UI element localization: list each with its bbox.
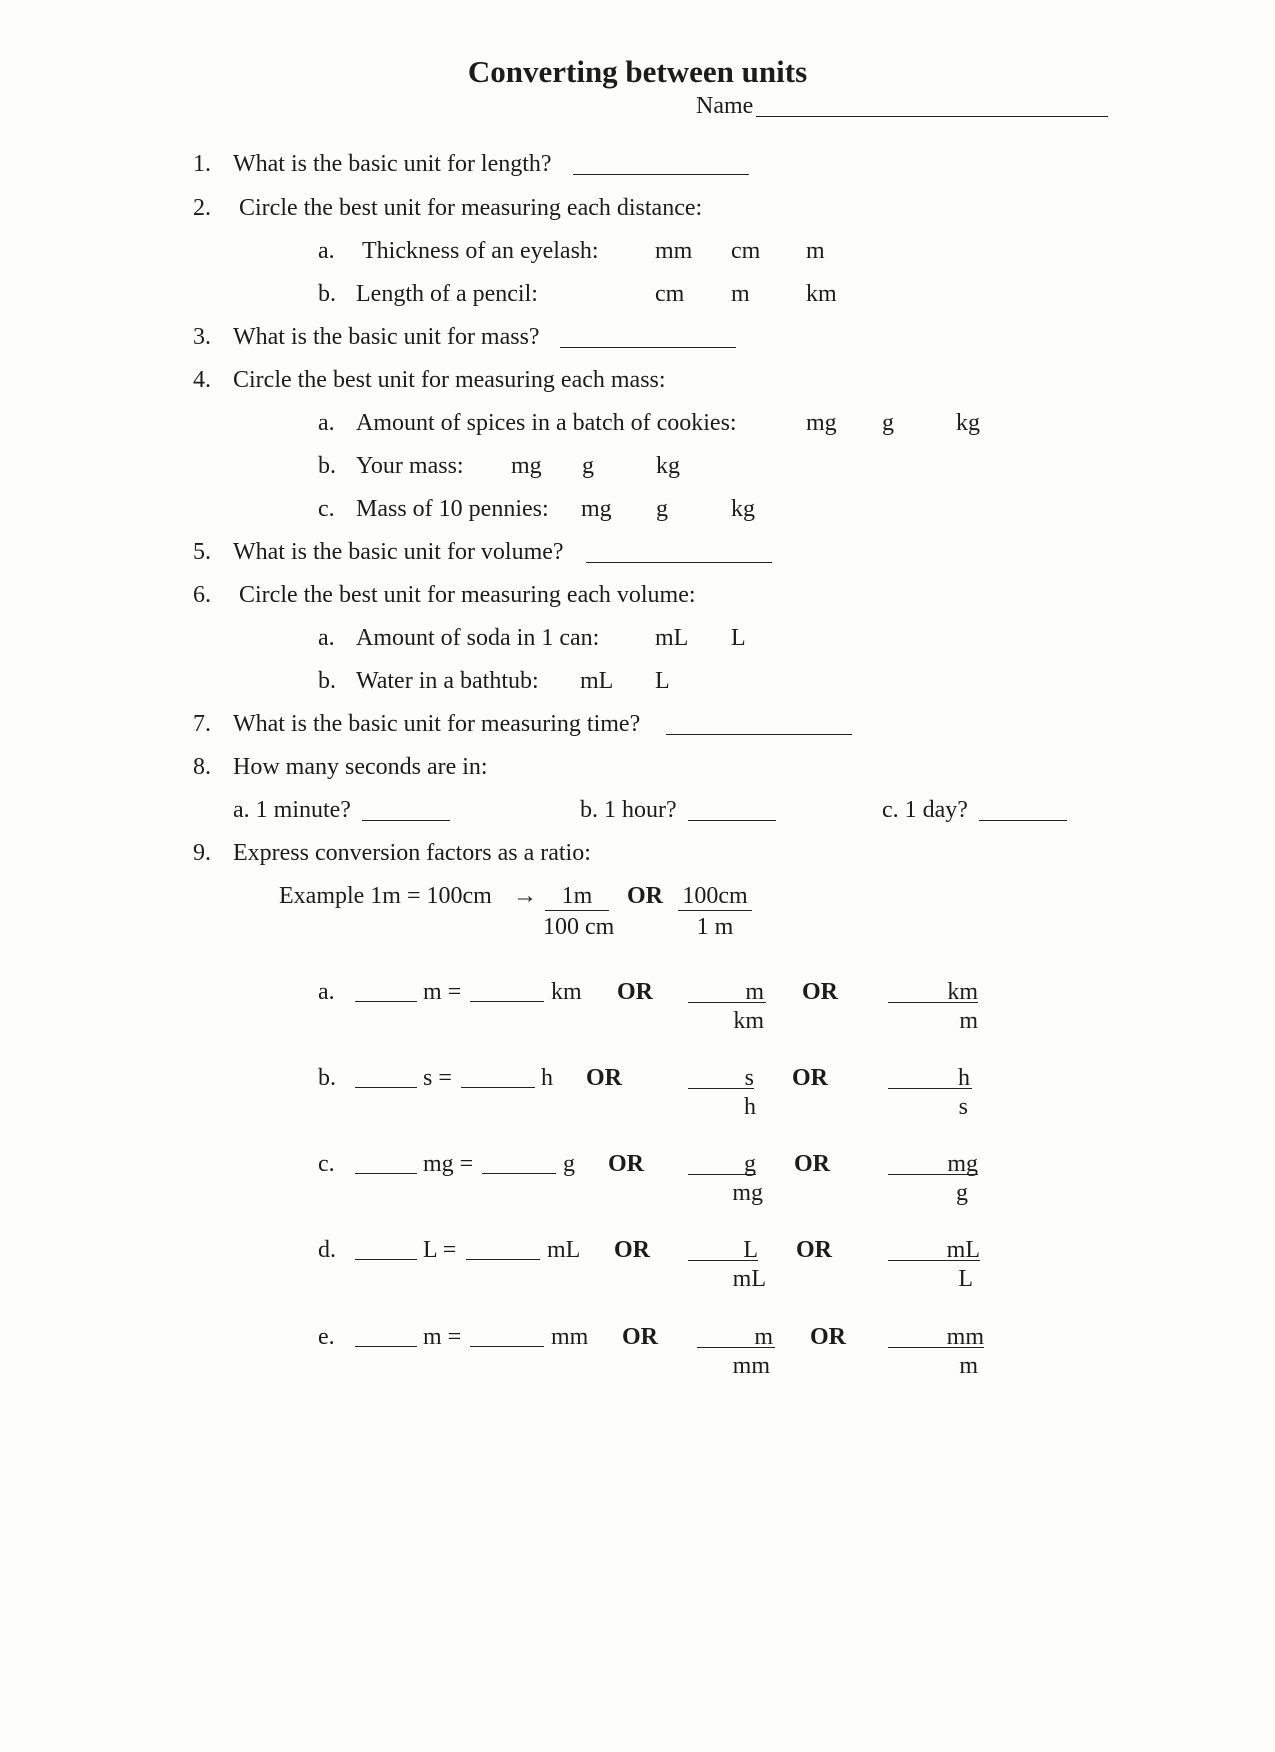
q8b-text: b. 1 hour?: [580, 797, 677, 823]
q4a-letter: a.: [318, 410, 335, 436]
name-field[interactable]: [756, 116, 1108, 117]
q4-number: 4.: [193, 367, 211, 393]
q9a-unit-1: m =: [423, 979, 462, 1005]
q9d-unit-2: mL: [547, 1237, 581, 1263]
q9e-fraction-2-numerator: mm: [946, 1324, 984, 1350]
q9b-blank-1[interactable]: [355, 1087, 417, 1088]
example-f2-numerator: 100cm: [682, 883, 748, 909]
q2a-text: Thickness of an eyelash:: [362, 238, 599, 264]
example-f1-numerator: 1m: [561, 883, 593, 909]
page-title: Converting between units: [467, 54, 808, 89]
q9e-or-1: OR: [622, 1324, 658, 1350]
q1-number: 1.: [193, 151, 211, 177]
q9a-fraction-2-denominator: m: [959, 1008, 978, 1034]
q2a-option[interactable]: mm: [655, 238, 693, 264]
fraction-bar: [545, 910, 609, 911]
q4a-option[interactable]: mg: [806, 410, 837, 436]
q9c-blank-2[interactable]: [482, 1173, 556, 1174]
q7-number: 7.: [193, 711, 211, 737]
q9d-fraction-1-numerator: L: [743, 1237, 758, 1263]
q2a-option[interactable]: cm: [731, 238, 761, 264]
q9c-or-2: OR: [794, 1151, 830, 1177]
q2a-letter: a.: [318, 238, 335, 264]
example-f1-denominator: 100 cm: [543, 914, 615, 940]
q8a-text: a. 1 minute?: [233, 797, 351, 823]
q9e-fraction-1-denominator: mm: [732, 1353, 770, 1379]
q6-number: 6.: [193, 582, 211, 608]
q9e-unit-1: m =: [423, 1324, 462, 1350]
q2-text: Circle the best unit for measuring each distance:: [239, 195, 703, 221]
q4-text: Circle the best unit for measuring each mass:: [233, 367, 666, 393]
q9e-fraction-2-denominator: m: [959, 1353, 978, 1379]
q1-text: What is the basic unit for length?: [233, 151, 552, 177]
q9d-blank-1[interactable]: [355, 1259, 417, 1260]
q9a-or-1: OR: [617, 979, 653, 1005]
q9c-fraction-2-denominator: g: [956, 1180, 968, 1206]
q4a-text: Amount of spices in a batch of cookies:: [356, 410, 737, 436]
q9e-letter: e.: [318, 1324, 335, 1350]
q4b-text: Your mass:: [356, 453, 464, 479]
q9d-letter: d.: [318, 1237, 336, 1263]
q9c-blank-1[interactable]: [355, 1173, 417, 1174]
q6b-option[interactable]: L: [655, 668, 670, 694]
q6a-text: Amount of soda in 1 can:: [356, 625, 600, 651]
q6a-letter: a.: [318, 625, 335, 651]
q9d-fraction-2-numerator: mL: [946, 1237, 980, 1263]
q9d-unit-1: L =: [423, 1237, 457, 1263]
q6b-option[interactable]: mL: [580, 668, 614, 694]
q4c-text: Mass of 10 pennies:: [356, 496, 549, 522]
q5-number: 5.: [193, 539, 211, 565]
q4b-option[interactable]: g: [582, 453, 594, 479]
q9b-unit-1: s =: [423, 1065, 452, 1091]
q6a-option[interactable]: mL: [655, 625, 689, 651]
q3-text: What is the basic unit for mass?: [233, 324, 540, 350]
q9b-fraction-1-denominator: h: [744, 1094, 756, 1120]
q5-text: What is the basic unit for volume?: [233, 539, 564, 565]
q9d-fraction-2-denominator: L: [958, 1266, 973, 1292]
q8b-answer-blank[interactable]: [688, 820, 776, 821]
q9d-fraction-1-denominator: mL: [732, 1266, 766, 1292]
q6a-option[interactable]: L: [731, 625, 746, 651]
q2b-letter: b.: [318, 281, 336, 307]
example-f2-denominator: 1 m: [696, 914, 734, 940]
q9b-letter: b.: [318, 1065, 336, 1091]
q9a-fraction-2-numerator: km: [947, 979, 978, 1005]
q9d-or-2: OR: [796, 1237, 832, 1263]
q4a-option[interactable]: kg: [956, 410, 980, 436]
fraction-bar: [678, 910, 752, 911]
q9b-blank-2[interactable]: [461, 1087, 535, 1088]
q4b-letter: b.: [318, 453, 336, 479]
q2b-text: Length of a pencil:: [356, 281, 538, 307]
q9c-letter: c.: [318, 1151, 335, 1177]
q5-answer-blank[interactable]: [586, 562, 772, 563]
q9e-unit-2: mm: [551, 1324, 589, 1350]
q6-text: Circle the best unit for measuring each volume:: [239, 582, 696, 608]
q9a-blank-1[interactable]: [355, 1001, 417, 1002]
q9d-blank-2[interactable]: [466, 1259, 540, 1260]
q4c-option[interactable]: mg: [581, 496, 612, 522]
q9c-fraction-2-numerator: mg: [947, 1151, 978, 1177]
q4a-option[interactable]: g: [882, 410, 894, 436]
q6b-text: Water in a bathtub:: [356, 668, 539, 694]
q9c-fraction-1-numerator: g: [744, 1151, 756, 1177]
q2a-option[interactable]: m: [806, 238, 825, 264]
name-label: Name: [696, 93, 754, 119]
q9-number: 9.: [193, 840, 211, 866]
q3-answer-blank[interactable]: [560, 347, 736, 348]
q9e-or-2: OR: [810, 1324, 846, 1350]
q9a-fraction-1-denominator: km: [733, 1008, 764, 1034]
q9e-fraction-1-numerator: m: [754, 1324, 773, 1350]
q9a-letter: a.: [318, 979, 335, 1005]
q4b-option[interactable]: kg: [656, 453, 680, 479]
q8c-text: c. 1 day?: [882, 797, 968, 823]
q9b-or-1: OR: [586, 1065, 622, 1091]
q9b-or-2: OR: [792, 1065, 828, 1091]
q4c-option[interactable]: g: [656, 496, 668, 522]
q8c-answer-blank[interactable]: [979, 820, 1067, 821]
q1-answer-blank[interactable]: [573, 174, 749, 175]
arrow-right-icon: →: [513, 883, 537, 909]
q2-number: 2.: [193, 195, 211, 221]
q9d-or-1: OR: [614, 1237, 650, 1263]
q9a-blank-2[interactable]: [470, 1001, 544, 1002]
q4c-letter: c.: [318, 496, 335, 522]
q9c-unit-2: g: [563, 1151, 575, 1177]
q9c-fraction-1-denominator: mg: [732, 1180, 763, 1206]
q9c-or-1: OR: [608, 1151, 644, 1177]
q8a-answer-blank[interactable]: [362, 820, 450, 821]
q4b-option[interactable]: mg: [511, 453, 542, 479]
q7-text: What is the basic unit for measuring time?: [233, 711, 641, 737]
q2b-option[interactable]: m: [731, 281, 750, 307]
q9e-blank-2[interactable]: [470, 1346, 544, 1347]
q9b-fraction-1-numerator: s: [744, 1065, 754, 1091]
q2b-option[interactable]: cm: [655, 281, 685, 307]
q9b-fraction-2-numerator: h: [958, 1065, 970, 1091]
example-label: Example 1m = 100cm: [279, 883, 492, 909]
q7-answer-blank[interactable]: [666, 734, 852, 735]
q9b-fraction-2-denominator: s: [958, 1094, 968, 1120]
q3-number: 3.: [193, 324, 211, 350]
q9c-unit-1: mg =: [423, 1151, 474, 1177]
q8-text: How many seconds are in:: [233, 754, 488, 780]
example-or: OR: [627, 883, 663, 909]
q9a-or-2: OR: [802, 979, 838, 1005]
q9b-unit-2: h: [541, 1065, 553, 1091]
q9-text: Express conversion factors as a ratio:: [233, 840, 591, 866]
q4c-option[interactable]: kg: [731, 496, 755, 522]
q9e-blank-1[interactable]: [355, 1346, 417, 1347]
q6b-letter: b.: [318, 668, 336, 694]
q2b-option[interactable]: km: [806, 281, 837, 307]
q8-number: 8.: [193, 754, 211, 780]
q9a-fraction-1-numerator: m: [745, 979, 764, 1005]
q9a-unit-2: km: [551, 979, 582, 1005]
